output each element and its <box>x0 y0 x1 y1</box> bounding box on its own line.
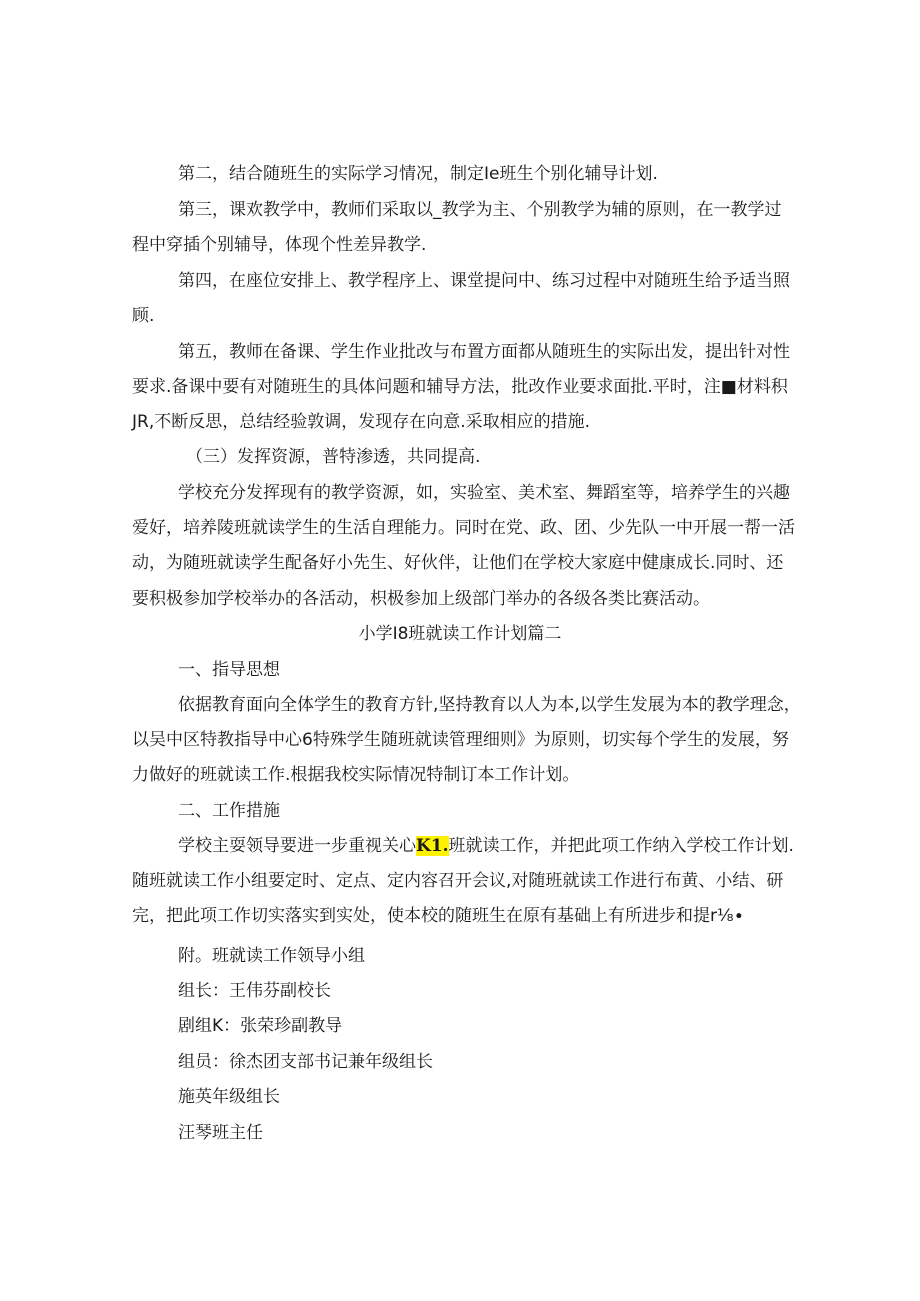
section-heading: （三）发挥资源，普特渗透，共同提高. <box>186 447 481 467</box>
paragraph-line: 要积极参加学校举办的各活动，枳极参加上级部门举办的各级各类比赛活动。 <box>132 589 710 609</box>
paragraph-line: 要求.备课中要有对随班生的具体问题和辅导方法，批改作业要求面批.平时，注■材料积 <box>132 377 788 397</box>
list-item: 附。班就读工作领导小组 <box>178 946 365 966</box>
highlighted-text: K1. <box>416 836 449 856</box>
paragraph-line: JR,不断反思，总结经验敦调，发现存在向意.采取相应的措施. <box>132 412 591 432</box>
list-item: 组长：王伟芬副校长 <box>178 981 331 1001</box>
paragraph-line: 爱好，培养陵班就读学生的生活自理能力。同时在党、政、团、少先队一中开展一帮一活 <box>132 518 795 538</box>
section-heading: 二、工作措施 <box>178 801 280 821</box>
paragraph-text: 学校主耍领导要进一步重视关心 <box>178 836 416 856</box>
list-item: 施英年级组长 <box>178 1087 280 1107</box>
list-item: 剧组K：张荣珍副教导 <box>178 1016 343 1036</box>
paragraph-line: 第四，在座位安排上、教学程序上、课堂提问中、练习过程中对随班生给予适当照 <box>178 271 790 291</box>
paragraph-line: 随班就读工作小组要定时、定点、定内容召开会议,对随班就读工作进行布黄、小结、研 <box>132 871 784 891</box>
paragraph-text: 班就读工作，并把此项工作纳入学校工作计划. <box>448 836 794 856</box>
section-heading: 一、指导思想 <box>178 660 280 680</box>
paragraph-line: 顾. <box>132 306 155 326</box>
paragraph-line: 依据教育面向全体学生的教育方针,坚持教育以人为本,以学生发展为本的教学理念， <box>178 695 801 715</box>
paragraph-line: 学校充分发挥现有的教学资源，如，实验室、美术室、舞蹈室等，培养学生的兴趣 <box>178 483 790 503</box>
paragraph-line: 第五，教师在备课、学生作业批改与布置方面都从随班生的实际出发，提出针对性 <box>178 342 790 362</box>
article-title: 小学I8班就读工作计划篇二 <box>358 624 562 644</box>
paragraph-line: 力做好的班就读工作.根据我校实际情况特制订本工作计划。 <box>132 765 580 785</box>
paragraph-line: 程中穿插个别辅导，体现个性差异教学. <box>132 235 427 255</box>
paragraph-line: 动，为随班就读学生配备好小先生、好伙伴，让他们在学校大家庭中健康成长.同时、还 <box>132 553 784 573</box>
paragraph-line: 完，把此项工作切实落实到实处，使本校的随班生在原有基础上有所进步和提r⅛∙ <box>132 906 745 926</box>
paragraph-line: 第二，结合随班生的实际学习情况，制定Ie班生个别化辅导计划. <box>178 164 658 184</box>
paragraph-line: 以吴中区特教指导中心6特殊学生随班就读管理细则》为原则，切实每个学生的发展，努 <box>132 730 789 750</box>
list-item: 组员：徐杰团支部书记兼年级组长 <box>178 1052 433 1072</box>
paragraph-line <box>178 836 794 856</box>
list-item: 汪琴班主任 <box>178 1123 263 1143</box>
paragraph-line: 第三，课欢教学中，教师们采取以_教学为主、个别教学为辅的原则，在一教学过 <box>178 200 782 220</box>
